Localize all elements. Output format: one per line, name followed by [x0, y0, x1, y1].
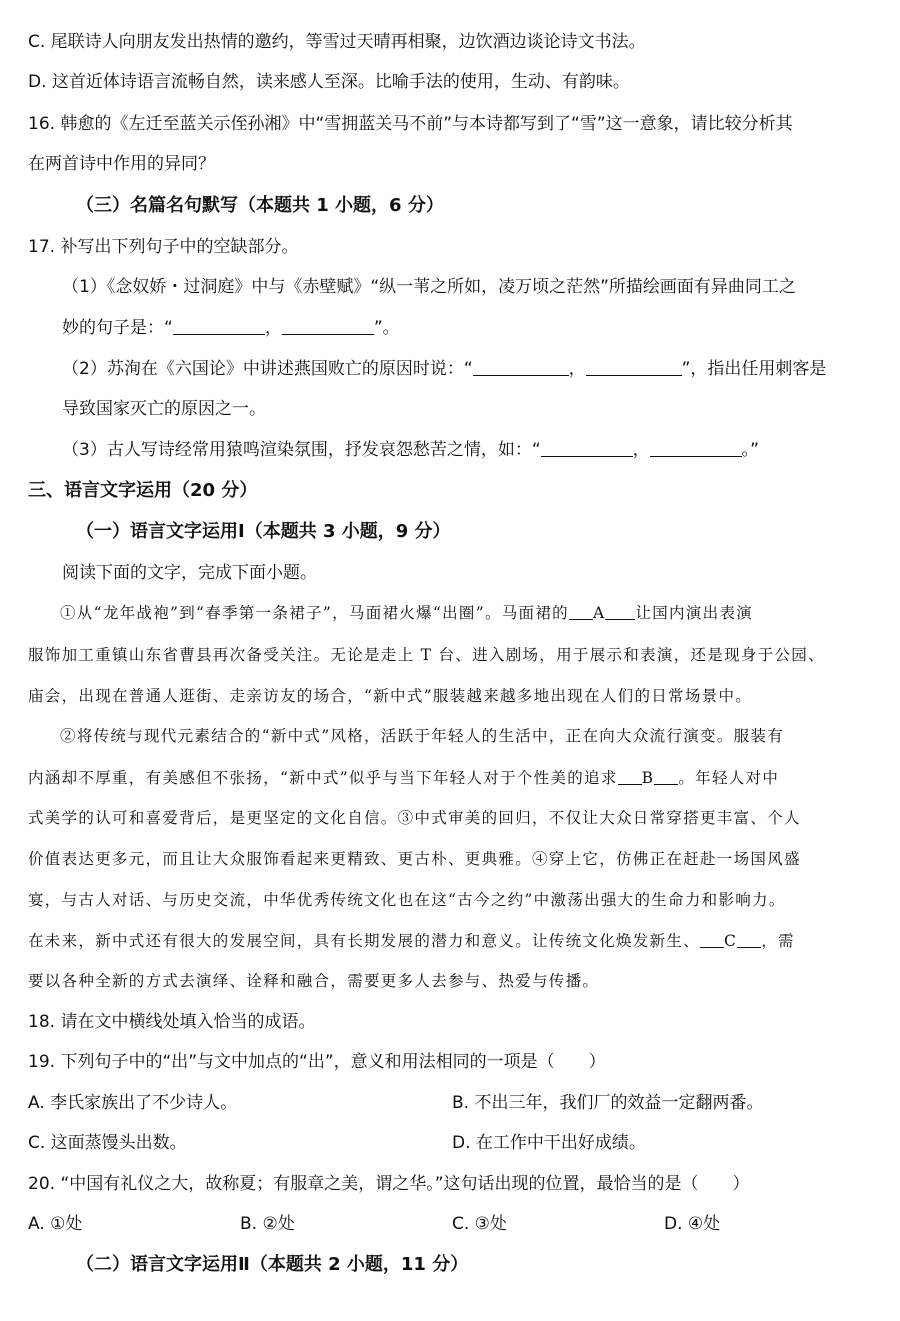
q17-item-1-prefix: 妙的句子是：“ [62, 318, 173, 338]
q20-option-c[interactable]: C. ③处 [452, 1214, 507, 1234]
passage-p1-line-3: 庙会，出现在普通人逛街、走亲访友的场合，“新中式”服装越来越多地出现在人们的日常场景中。 [28, 687, 753, 705]
q17-item-3 [62, 438, 759, 462]
q17-item-1-line-2 [62, 316, 400, 340]
passage-p2-line-5: 宴，与古人对话、与历史交流，中华优秀传统文化也在这“古今之约”中激荡出强大的生命力和影响力。 [28, 891, 786, 909]
passage-text: 让国内演出表演 [635, 604, 754, 622]
reading-instruction: 阅读下面的文字，完成下面小题。 [62, 563, 317, 583]
q17-item-2-line-1 [62, 357, 826, 381]
q16-line-1: 16. 韩愈的《左迁至蓝关示侄孙湘》中“雪拥蓝关马不前”与本诗都写到了“雪”这一意象，请比较分析其 [28, 114, 793, 134]
passage-p1-line-1 [60, 601, 753, 625]
part-3-title: 三、语言文字运用（20 分） [28, 480, 258, 501]
passage-text: ，需 [761, 932, 795, 950]
q15-option-d: D. 这首近体诗语言流畅自然，读来感人至深。比喻手法的使用，生动、有韵味。 [28, 72, 630, 92]
answer-blank[interactable] [282, 317, 374, 335]
q17-item-1-line-1: （1）《念奴娇・过洞庭》中与《赤壁赋》“纵一苇之所如，凌万顷之茫然”所描绘画面有异曲同工之 [62, 277, 796, 297]
q16-line-2: 在两首诗中作用的异同？ [28, 154, 215, 174]
answer-blank[interactable] [173, 317, 265, 335]
q15-option-c: C. 尾联诗人向朋友发出热情的邀约，等雪过天晴再相聚，边饮酒边谈论诗文书法。 [28, 32, 646, 52]
q19-option-c[interactable]: C. 这面蒸馒头出数。 [28, 1133, 187, 1153]
q19-option-a[interactable]: A. 李氏家族出了不少诗人。 [28, 1093, 238, 1113]
q19-stem: 19. 下列句子中的“出”与文中加点的“出”，意义和用法相同的一项是（ ） [28, 1052, 606, 1072]
passage-blank-c-label: C [724, 932, 738, 950]
answer-blank[interactable] [586, 358, 682, 376]
passage-blank-a-right[interactable] [605, 602, 635, 620]
passage-p2-line-3: 式美学的认可和喜爱背后，是更坚定的文化自信。③中式审美的回归，不仅让大众日常穿搭更丰富、个人 [28, 809, 801, 827]
subsection-1-title: （一）语言文字运用Ⅰ（本题共 3 小题，9 分） [76, 521, 451, 542]
comma: ， [632, 440, 650, 460]
passage-blank-b-left [618, 767, 642, 785]
comma: ， [568, 359, 586, 379]
passage-p2-line-1: ②将传统与现代元素结合的“新中式”风格，活跃于年轻人的生活中，正在向大众流行演变。服装有 [60, 727, 785, 745]
passage-text: ①从“龙年战袍”到“春季第一条裙子”，马面裙火爆“出圈”。马面裙的 [60, 604, 569, 622]
passage-blank-a-left [569, 602, 593, 620]
passage-p2-line-4: 价值表达更多元，而且让大众服饰看起来更精致、更古朴、更典雅。④穿上它，仿佛正在赶赴一场国风盛 [28, 850, 801, 868]
closing-punctuation: 。” [741, 440, 759, 460]
passage-text: 内涵却不厚重，有美感但不张扬，“新中式”似乎与当下年轻人对于个性美的追求 [28, 769, 618, 787]
passage-blank-b-label: B [641, 769, 655, 787]
q20-option-b[interactable]: B. ②处 [240, 1214, 295, 1234]
passage-p2-line-2 [28, 766, 779, 790]
comma: ， [264, 318, 282, 338]
closing-punctuation: ”。 [373, 318, 400, 338]
q17-item-2-line-2: 导致国家灭亡的原因之一。 [62, 399, 266, 419]
section-recitation-title: （三）名篇名句默写（本题共 1 小题，6 分） [76, 195, 444, 216]
passage-p1-line-2: 服饰加工重镇山东省曹县再次备受关注。无论是走上 T 台、进入剧场，用于展示和表演，还是现身于公园、 [28, 646, 825, 664]
passage-text: 。年轻人对中 [678, 769, 780, 787]
subsection-2-title: （二）语言文字运用Ⅱ（本题共 2 小题，11 分） [76, 1254, 469, 1275]
answer-blank[interactable] [473, 358, 569, 376]
q17-item-2-suffix: ”，指出任用刺客是 [681, 359, 827, 379]
q19-option-d[interactable]: D. 在工作中干出好成绩。 [452, 1133, 646, 1153]
q19-option-b[interactable]: B. 不出三年，我们厂的效益一定翻两番。 [452, 1093, 764, 1113]
passage-blank-a-label: A [592, 604, 606, 622]
q17-item-2-prefix: （2）苏洵在《六国论》中讲述燕国败亡的原因时说：“ [62, 359, 473, 379]
answer-blank[interactable] [650, 439, 742, 457]
passage-blank-b-right[interactable] [654, 767, 678, 785]
q20-option-a[interactable]: A. ①处 [28, 1214, 83, 1234]
passage-blank-c-left [700, 930, 724, 948]
passage-blank-c-right[interactable] [737, 930, 761, 948]
passage-p3-line-1 [28, 929, 795, 953]
q17-item-3-prefix: （3）古人写诗经常用猿鸣渲染氛围，抒发哀怨愁苦之情，如：“ [62, 440, 541, 460]
passage-text: 在未来，新中式还有很大的发展空间，具有长期发展的潜力和意义。让传统文化焕发新生、 [28, 932, 701, 950]
q18-stem: 18. 请在文中横线处填入恰当的成语。 [28, 1012, 316, 1032]
answer-blank[interactable] [541, 439, 633, 457]
q20-stem: 20. “中国有礼仪之大，故称夏；有服章之美，谓之华。”这句话出现的位置，最恰当的是（ ） [28, 1174, 750, 1194]
q17-stem: 17. 补写出下列句子中的空缺部分。 [28, 237, 299, 257]
passage-p3-line-2: 要以各种全新的方式去演绎、诠释和融合，需要更多人去参与、热爱与传播。 [28, 972, 600, 990]
q20-option-d[interactable]: D. ④处 [664, 1214, 721, 1234]
